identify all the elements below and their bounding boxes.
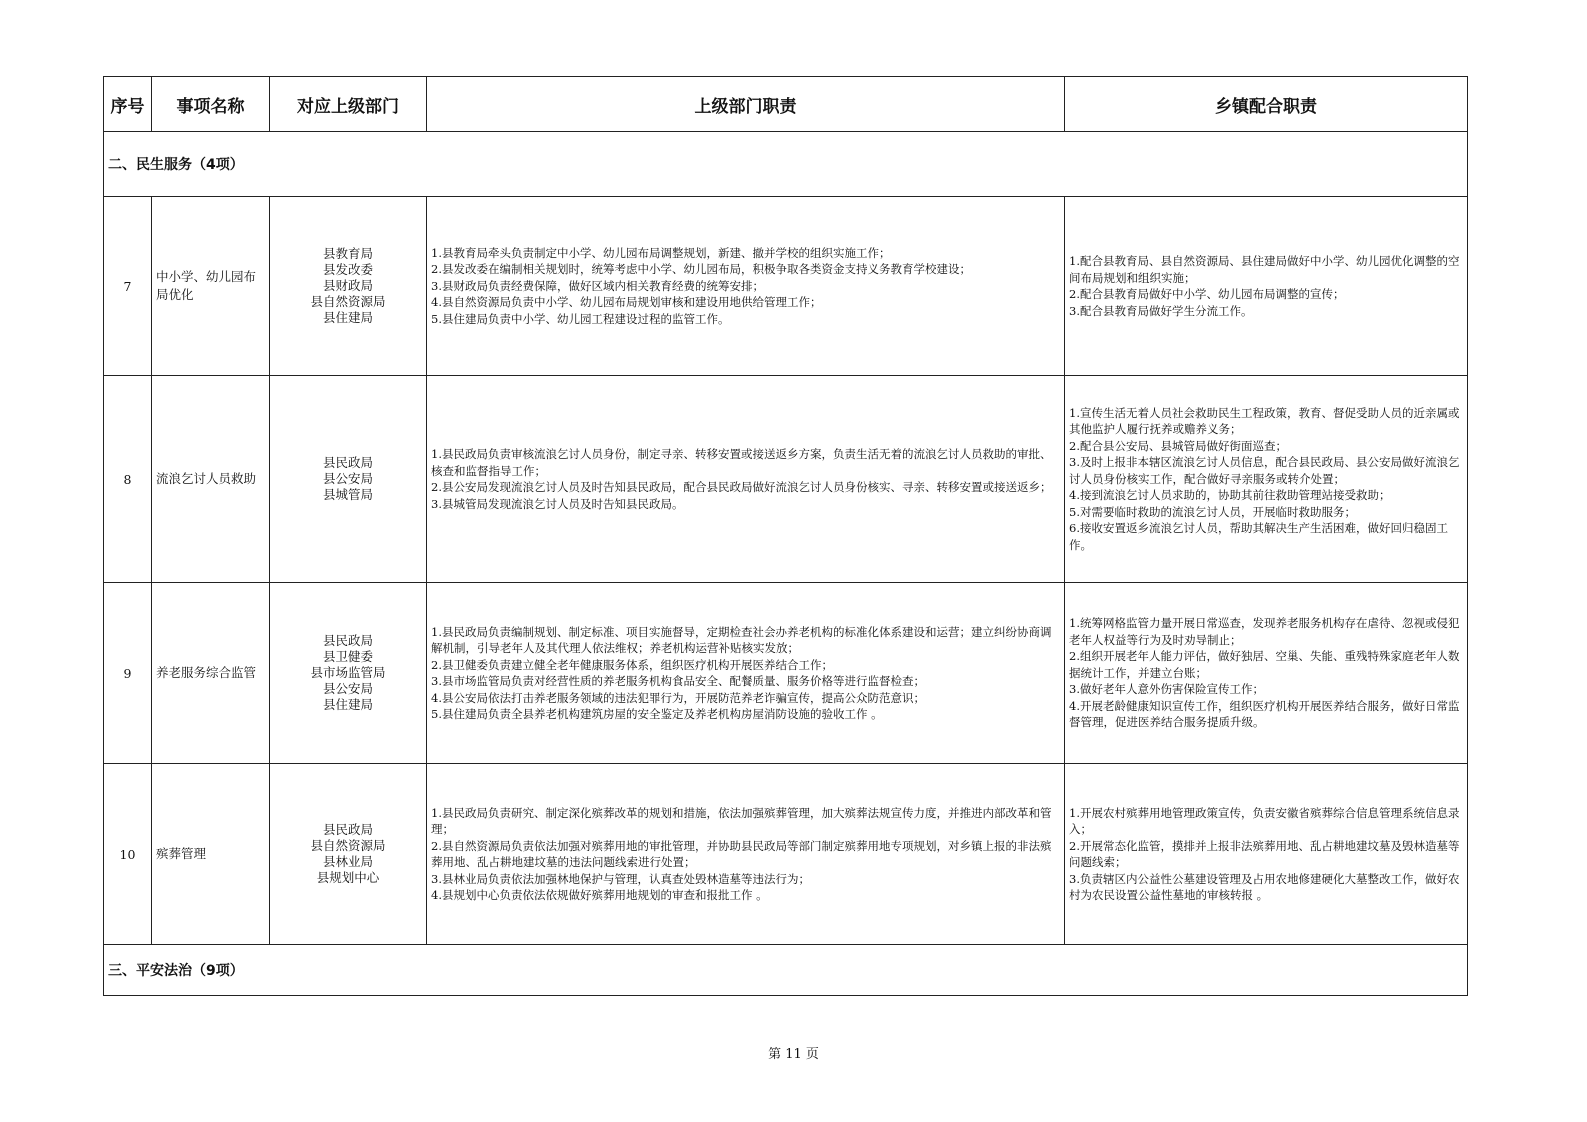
dept-item: 县自然资源局	[310, 838, 386, 853]
duty-item: 3.做好老年人意外伤害保险宣传工作；	[1069, 682, 1264, 697]
duty-item: 1.县民政局负责审核流浪乞讨人员身份，制定寻亲、转移安置或接送返乡方案，负责生活无着的流浪乞讨人员救助的审批、核查和监督指导工作；	[431, 447, 1052, 478]
duty-item: 2.开展常态化监管，摸排并上报非法殡葬用地、乱占耕地建坟墓及毁林造墓等问题线索；	[1069, 838, 1460, 869]
duty-item: 5.县住建局负责全县养老机构建筑房屋的安全鉴定及养老机构房屋消防设施的验收工作 。	[431, 707, 883, 721]
upper-duty-list	[427, 376, 1065, 583]
duty-item: 4.县公安局依法打击养老服务领域的违法犯罪行为，开展防范养老诈骗宣传，提高公众防范意识；	[431, 690, 925, 705]
header-upper-duty: 上级部门职责	[427, 77, 1065, 132]
duty-item: 4.县自然资源局负责中小学、幼儿园布局规划审核和建设用地供给管理工作；	[431, 295, 822, 310]
item-name: 殡葬管理	[152, 764, 270, 945]
duty-item: 2.县公安局发现流浪乞讨人员及时告知县民政局，配合县民政局做好流浪乞讨人员身份核实、寻亲、转移安置或接送返乡；	[431, 480, 1052, 494]
duty-item: 3.配合县教育局做好学生分流工作。	[1069, 303, 1253, 318]
table-row	[104, 197, 1468, 376]
dept-item: 县民政局	[322, 633, 373, 648]
duty-item: 3.县市场监管局负责对经营性质的养老服务机构食品安全、配餐质量、服务价格等进行监督检查；	[431, 674, 925, 688]
duty-item: 4.接到流浪乞讨人员求助的，协助其前往救助管理站接受救助；	[1069, 488, 1391, 503]
header-item-name: 事项名称	[152, 77, 270, 132]
duty-table	[103, 76, 1468, 996]
duty-item: 2.县自然资源局负责依法加强对殡葬用地的审批管理，并协助县民政局等部门制定殡葬用地专项规划，对乡镇上报的非法殡葬用地、乱占耕地建坟墓的违法问题线索进行处置；	[431, 838, 1052, 869]
row-number: 10	[104, 764, 152, 945]
town-duty-list	[1065, 376, 1468, 583]
duty-item: 3.及时上报非本辖区流浪乞讨人员信息，配合县民政局、县公安局做好流浪乞讨人员身份核实工作，配合做好寻亲服务或转介处置；	[1069, 455, 1460, 486]
duty-item: 6.接收安置返乡流浪乞讨人员，帮助其解决生产生活困难，做好回归稳固工作。	[1069, 521, 1448, 552]
duty-item: 2.配合县公安局、县城管局做好街面巡查；	[1069, 438, 1287, 453]
dept-list	[270, 376, 427, 583]
duty-item: 4.县规划中心负责依法依规做好殡葬用地规划的审查和报批工作 。	[431, 888, 768, 902]
dept-item: 县财政局	[322, 278, 373, 293]
duty-item: 2.组织开展老年人能力评估，做好独居、空巢、失能、重残特殊家庭老年人数据统计工作，并建立台账；	[1069, 649, 1460, 680]
section-title: 三、平安法治（9项）	[104, 945, 1468, 996]
dept-item: 县卫健委	[322, 649, 373, 664]
row-number: 9	[104, 583, 152, 764]
duty-item: 1.统筹网格监管力量开展日常巡查，发现养老服务机构存在虐待、忽视或侵犯老年人权益等行为及时劝导制止；	[1069, 616, 1460, 647]
dept-item: 县林业局	[322, 854, 373, 869]
item-name: 养老服务综合监管	[152, 583, 270, 764]
town-duty-list	[1065, 764, 1468, 945]
page-number: 第 11 页	[768, 1047, 819, 1062]
duty-item: 2.配合县教育局做好中小学、幼儿园布局调整的宣传；	[1069, 287, 1345, 301]
table-row	[104, 376, 1468, 583]
duty-item: 1.宣传生活无着人员社会救助民生工程政策，教育、督促受助人员的近亲属或其他监护人履行抚养或赡养义务；	[1069, 405, 1460, 437]
section-row	[104, 945, 1468, 996]
header-row	[104, 77, 1468, 132]
duty-item: 2.县卫健委负责建立健全老年健康服务体系，组织医疗机构开展医养结合工作；	[431, 657, 833, 672]
header-seq: 序号	[104, 77, 152, 132]
dept-list	[270, 764, 427, 945]
duty-item: 3.县财政局负责经费保障，做好区域内相关教育经费的统筹安排；	[431, 278, 764, 293]
dept-item: 县城管局	[322, 487, 373, 502]
header-town-duty: 乡镇配合职责	[1065, 77, 1468, 132]
dept-item: 县民政局	[322, 455, 373, 470]
town-duty-list	[1065, 583, 1468, 764]
upper-duty-list	[427, 583, 1065, 764]
dept-list	[270, 583, 427, 764]
duty-item: 1.县民政局负责编制规划、制定标准、项目实施督导，定期检查社会办养老机构的标准化体系建设和运营；建立纠纷协商调解机制，引导老年人及其代理人依法维权；养老机构运营补贴核实发放；	[431, 624, 1052, 655]
duty-item: 2.县发改委在编制相关规划时，统筹考虑中小学、幼儿园布局，积极争取各类资金支持义务教育学校建设；	[431, 262, 971, 277]
dept-list	[270, 197, 427, 376]
dept-item: 县公安局	[322, 471, 373, 486]
dept-item: 县民政局	[322, 822, 373, 837]
dept-item: 县教育局	[322, 246, 373, 261]
duty-item: 3.县城管局发现流浪乞讨人员及时告知县民政局。	[431, 496, 684, 511]
duty-item: 5.县住建局负责中小学、幼儿园工程建设过程的监管工作。	[431, 311, 730, 326]
item-name: 中小学、幼儿园布局优化	[152, 197, 270, 376]
dept-item: 县市场监管局	[310, 665, 386, 680]
duty-item: 5.对需要临时救助的流浪乞讨人员，开展临时救助服务；	[1069, 504, 1356, 519]
duty-item: 1.县民政局负责研究、制定深化殡葬改革的规划和措施，依法加强殡葬管理，加大殡葬法规宣传力度，并推进内部改革和管理；	[431, 805, 1052, 836]
duty-item: 1.县教育局牵头负责制定中小学、幼儿园布局调整规划，新建、撤并学校的组织实施工作；	[431, 245, 891, 260]
row-number: 7	[104, 197, 152, 376]
row-number: 8	[104, 376, 152, 583]
dept-item: 县自然资源局	[310, 294, 386, 309]
dept-item: 县发改委	[322, 262, 373, 277]
dept-item: 县住建局	[322, 697, 373, 712]
header-upper-dept: 对应上级部门	[270, 77, 427, 132]
town-duty-list	[1065, 197, 1468, 376]
dept-item: 县公安局	[322, 681, 373, 696]
dept-item: 县规划中心	[316, 870, 380, 885]
duty-item: 1.开展农村殡葬用地管理政策宣传，负责安徽省殡葬综合信息管理系统信息录入；	[1069, 805, 1460, 836]
section-row	[104, 132, 1468, 197]
item-name: 流浪乞讨人员救助	[152, 376, 270, 583]
duty-item: 4.开展老龄健康知识宣传工作，组织医疗机构开展医养结合服务，做好日常监督管理，促进医养结合服务提质升级。	[1069, 698, 1460, 730]
duty-item: 1.配合县教育局、县自然资源局、县住建局做好中小学、幼儿园优化调整的空间布局规划和组织实施；	[1069, 254, 1460, 285]
dept-item: 县住建局	[322, 310, 373, 325]
duty-item: 3.负责辖区内公益性公墓建设管理及占用农地修建硬化大墓整改工作，做好农村为农民设置公益性墓地的审核转报 。	[1069, 871, 1460, 902]
table-row	[104, 764, 1468, 945]
upper-duty-list	[427, 764, 1065, 945]
upper-duty-list	[427, 197, 1065, 376]
duty-item: 3.县林业局负责依法加强林地保护与管理，认真查处毁林造墓等违法行为；	[431, 871, 810, 886]
section-title: 二、民生服务（4项）	[104, 132, 1468, 197]
table-row	[104, 583, 1468, 764]
